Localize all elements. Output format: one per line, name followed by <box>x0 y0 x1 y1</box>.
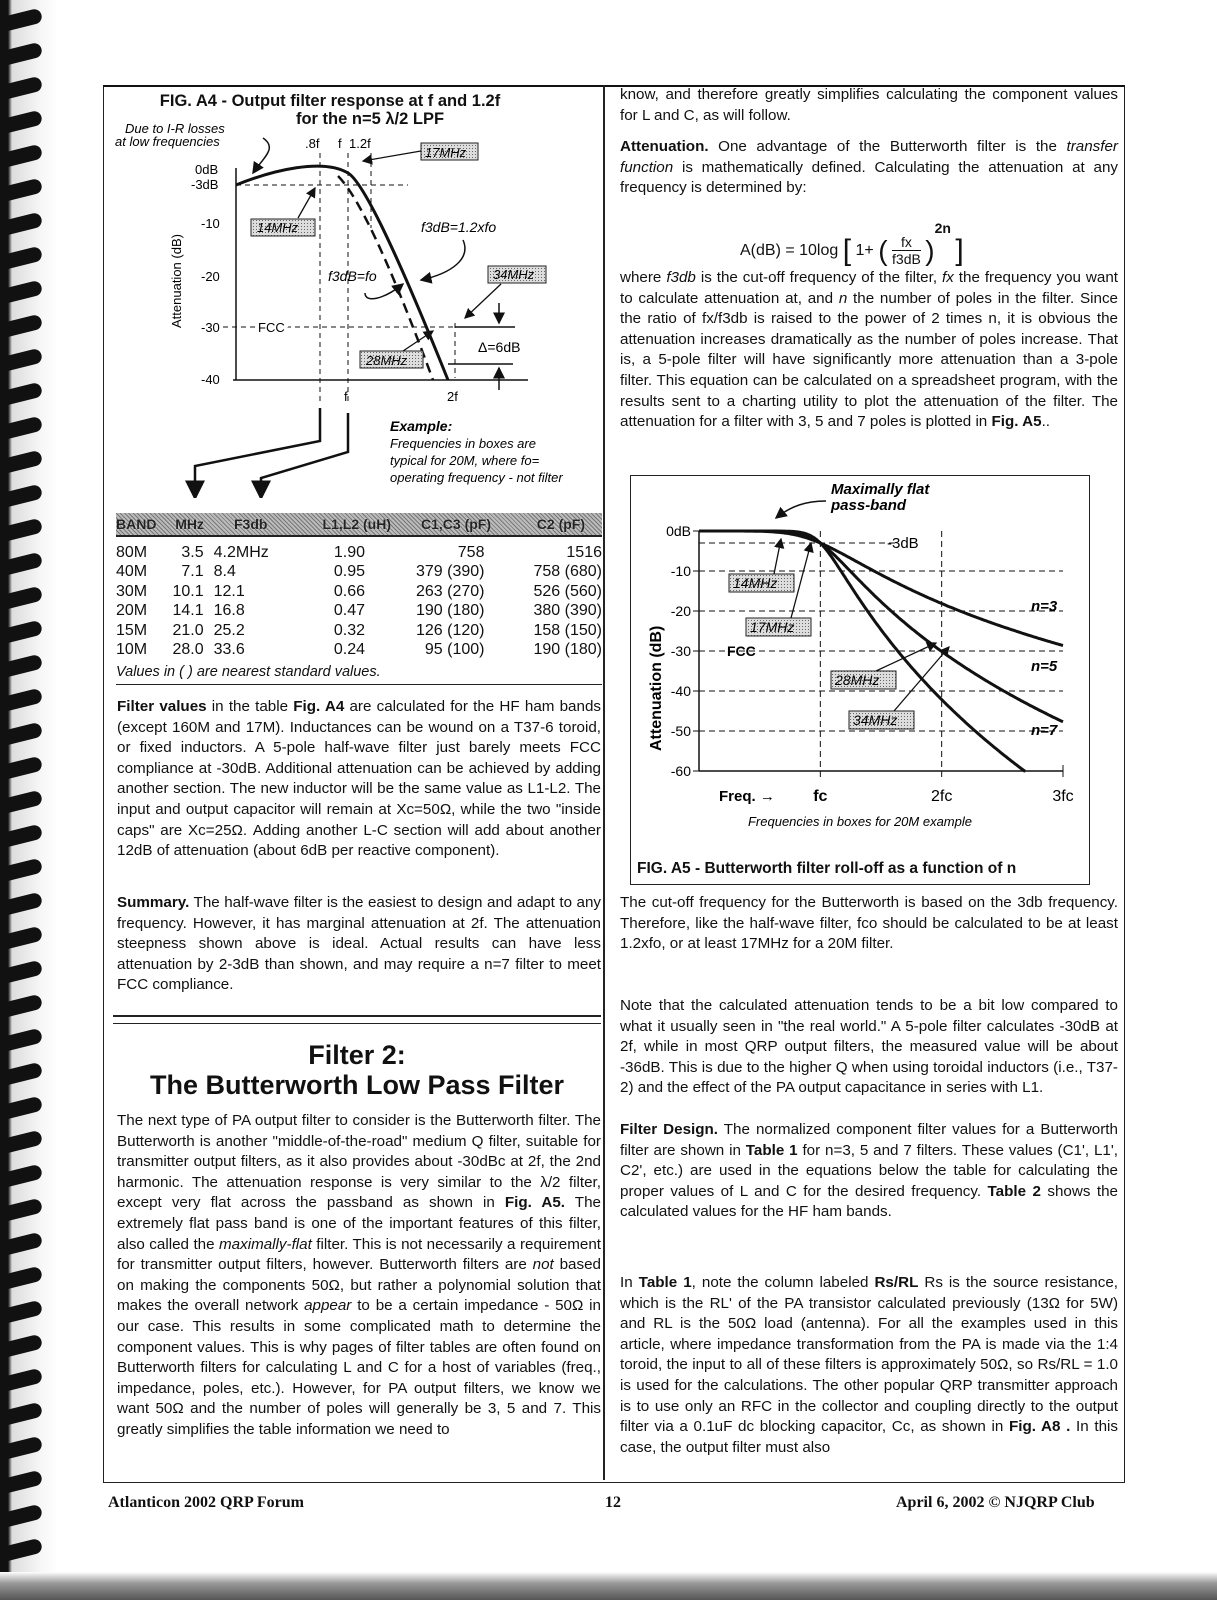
cutoff-paragraph <box>620 893 1118 955</box>
transfer-function-term: transfer function <box>620 138 1118 176</box>
binding-ring-icon <box>3 348 44 372</box>
formula-one: 1+ <box>855 241 874 259</box>
filter-design-paragraph <box>620 1120 1118 1223</box>
table-cell: 20M <box>116 602 148 620</box>
xtick-label: fc <box>813 788 828 805</box>
binding-ring-icon <box>3 450 44 474</box>
text: .. <box>1041 413 1051 431</box>
text: the number of poles in the filter. Since the ratio of fx/f3db is raised to the power of 2 times n, it is obvious the attenuation increases dramatically as the number of poles increase. That is, a 5-pole filter will have significantly more attenuation than a 3-pole filter. This equation can be calculated on a spreadsheet program, with the results sent to a charting utility to plot the attenuation of the filter. The attenuation for a filter with 3, 5 and 7 poles is plotted in <box>620 289 1118 431</box>
fig-a5-caption: FIG. A5 - Butterworth filter roll-off as a function of n <box>637 860 1017 877</box>
table-cell: 0.32 <box>333 621 365 639</box>
text: to be a certain impedance - 50Ω in our case. This results in some complicated math to determine the component values. This is why pages of filter tables are often found on Butterworth filters for calculating L and C for a host of variables (freq., impedance, poles, etc.). However, for PA output filters, we know we want 50Ω and the number of poles will generally be 3, 5 and 7. This greatly simplifies the table information we need to <box>117 1297 601 1438</box>
binding-ring-icon <box>3 178 44 202</box>
binding-ring-icon <box>3 824 44 848</box>
th-l1l2: L1,L2 (uH) <box>322 516 391 532</box>
binding-ring-icon <box>3 314 44 338</box>
table1-ref: Table 1 <box>638 1274 692 1291</box>
th-c1c3: C1,C3 (pF) <box>421 516 491 532</box>
ytick-20: -20 <box>201 269 220 284</box>
binding-ring-icon <box>3 620 44 644</box>
binding-ring-icon <box>3 1504 44 1528</box>
table-row <box>116 641 602 661</box>
binding-ring-icon <box>3 1266 44 1290</box>
freq-box-label: 17MHz <box>750 619 795 635</box>
table-cell: 380 (390) <box>533 602 602 620</box>
ytick-0db: 0dB <box>195 162 219 177</box>
text: in the table <box>206 698 294 715</box>
formula-exponent: 2n <box>934 220 951 236</box>
y-axis-label: Attenuation (dB) <box>169 234 184 328</box>
var-n: n <box>838 289 848 307</box>
binding-ring-icon <box>3 110 44 134</box>
binding-ring-icon <box>3 76 44 100</box>
annotation-losses-1: Due to I-R losses <box>125 121 225 136</box>
fig-a4-ref: Fig. A4 <box>293 698 345 715</box>
losses-arrow <box>253 138 269 173</box>
text: is mathematically defined. Calculating the attenuation at any frequency is determined by: <box>620 158 1118 197</box>
text: for n=3, 5 and 7 filters. These values (C1', L1', C2', etc.) are used in the equations below the table for calculating the proper values of L and C for the desired frequency. <box>620 1141 1118 1200</box>
table-cell: 33.6 <box>213 641 245 659</box>
text: are calculated for the HF ham bands (except 160M and 17M). Inductances can be wound on a T37-6 toroid, or fixed inductors. A 5-pole half-wave filter just barely meets FCC compliance at -30dB. Additional attenuation can be achieved by adding another section. The new inductor will be the same value as L1-L2. The input and output capacitor will remain at Xc=50Ω, while the two "inside caps" are Xc=25Ω. Adding another L-C section will add about another 12dB of attenuation (about 6dB per reactive component). <box>117 698 601 860</box>
binding-ring-icon <box>3 756 44 780</box>
binding-ring-icon <box>3 1198 44 1222</box>
summary-paragraph <box>117 893 601 996</box>
marker-08f: .8f <box>305 136 320 151</box>
table-cell: 0.24 <box>333 641 365 659</box>
arrow-f3db-fo <box>365 284 403 299</box>
binding-ring-icon <box>3 722 44 746</box>
binding-ring-icon <box>3 518 44 542</box>
label-f3db-12fo: f3dB=1.2xfo <box>421 219 497 235</box>
section-rule <box>113 1015 601 1024</box>
table-cell: 526 (560) <box>533 582 602 600</box>
table-cell: 0.47 <box>333 602 365 620</box>
binding-ring-icon <box>3 1436 44 1460</box>
filter-values-table <box>116 513 602 685</box>
table-note: Values in ( ) are nearest standard values. <box>116 664 602 685</box>
th-band: BAND <box>116 516 157 532</box>
annotation-maximally-flat: Maximally flat <box>831 481 930 498</box>
table-cell: 3.5 <box>181 543 204 561</box>
fig-a5 <box>630 475 1090 885</box>
filter-design-lead: Filter Design. <box>620 1121 719 1138</box>
emphasis-appear: appear <box>304 1297 352 1315</box>
text: Rs is the source resistance, which is the RL' of the PA transistor calculated previously (13Ω for 5W) and RL is the 50Ω load (antenna). For all the examples used in this article, where impedance transformation from the PA is made via the 1:4 toroid, the input to all of these filters is approximately 50Ω, so Rs/RL = 1.0 is used for the calculations. The other popular QRP transmitter approach is to use only an RFC in the collector and coupling directly to the output filter via a 0.1uF dc blocking capacitor, Cc, as shown in <box>620 1274 1118 1436</box>
var-f3db: f3db <box>666 269 696 286</box>
table-cell: 30M <box>116 582 148 600</box>
annotation-losses-2: at low frequencies <box>115 134 220 149</box>
binding-ring-icon <box>3 586 44 610</box>
table-cell: 21.0 <box>172 621 204 639</box>
continuation-text: know, and therefore greatly simplifies calculating the component values for L and C, as will follow. <box>620 86 1118 124</box>
example-text-1: Frequencies in boxes are <box>390 436 536 451</box>
page-number: 12 <box>605 1494 621 1511</box>
binding-ring-icon <box>3 858 44 882</box>
fig-a8-ref: Fig. A8 . <box>1008 1418 1071 1436</box>
example-text-2: typical for 20M, where fo= <box>390 453 540 468</box>
table-row <box>116 582 602 602</box>
table-cell: 0.95 <box>333 563 365 581</box>
attenuation-formula <box>740 220 964 268</box>
table-cell: 379 (390) <box>415 563 485 581</box>
th-mhz: MHz <box>175 516 204 532</box>
paren-close: ) <box>925 234 935 266</box>
footer-left: Atlanticon 2002 QRP Forum <box>108 1494 304 1511</box>
maximally-flat-term: maximally-flat <box>219 1235 312 1253</box>
ytick-40: -40 <box>201 372 220 387</box>
continuation-paragraph <box>620 85 1118 126</box>
formula-lhs: A(dB) = 10log <box>740 241 839 259</box>
table1-ref: Table 1 <box>745 1141 798 1159</box>
table-row <box>116 563 602 583</box>
ytick-label: -20 <box>670 603 691 619</box>
formula-numerator: fx <box>892 234 921 251</box>
annotation-3db: -3dB <box>887 535 919 552</box>
page-edge-shadow <box>0 1572 1217 1600</box>
note-text: Note that the calculated attenuation tends to be a bit low compared to what it usually seen in "the real world." A 5-pole filter calculates -30dB at 2f, while in most QRP output filters, the measured value will be about -36dB. This is due to the higher Q when using toroidal inductors (i.e., T37-2) and the effect of the PA output capacitance in series with L1. <box>620 997 1118 1097</box>
table-cell: 8.4 <box>213 563 236 581</box>
binding-ring-icon <box>3 144 44 168</box>
table-cell: 758 (680) <box>533 563 602 581</box>
annotation-pass-band: pass-band <box>831 497 907 514</box>
binding-ring-icon <box>3 1470 44 1494</box>
filter-values-lead: Filter values <box>117 698 207 715</box>
binding-ring-icon <box>3 926 44 950</box>
binding-ring-icon <box>3 1130 44 1154</box>
fig-a5-chart <box>631 476 1089 846</box>
text: the frequency you want to calculate attenuation at, and <box>620 269 1118 307</box>
example-text-3: operating frequency - not filter <box>390 470 563 485</box>
summary-lead: Summary. <box>117 894 190 911</box>
section-heading <box>113 1040 601 1100</box>
spiral-binding <box>0 0 58 1600</box>
y-axis-label: Attenuation (dB) <box>648 625 665 751</box>
table-cell: 15M <box>116 621 148 639</box>
arrow-34mhz <box>465 284 501 318</box>
bracket-close: ] <box>955 233 964 267</box>
table-row <box>116 621 602 641</box>
binding-ring-icon <box>3 416 44 440</box>
table-cell: 12.1 <box>213 582 245 600</box>
delta-label: Δ=6dB <box>478 339 521 355</box>
table-cell: 80M <box>116 543 148 561</box>
xtick-f: f <box>344 389 348 404</box>
table-cell: 28.0 <box>172 641 204 659</box>
annotation-fcc: FCC <box>727 643 756 659</box>
butterworth-intro-paragraph <box>117 1111 601 1441</box>
box-34mhz-label: 34MHz <box>493 267 535 282</box>
text: The normalized component filter values for a Butterworth filter are shown in <box>620 1121 1118 1159</box>
arrow-17mhz <box>363 151 421 161</box>
th-f3db: F3db <box>234 516 268 532</box>
series-label: n=7 <box>1031 722 1058 739</box>
footer-right: April 6, 2002 © NJQRP Club <box>896 1494 1095 1511</box>
formula-fraction <box>892 234 921 267</box>
arrow-14mhz <box>298 188 315 218</box>
binding-ring-icon <box>3 212 44 236</box>
binding-ring-icon <box>3 552 44 576</box>
text: In <box>620 1274 639 1291</box>
text: The half-wave filter is the easiest to design and adapt to any frequency. However, it has marginal attenuation at 2f. The attenuation steepness shown above is ideal. Actual results can have less attenuation by 2-3dB than shown, and may require a n=7 filter to meet FCC compliance. <box>117 894 601 994</box>
table-cell: 16.8 <box>213 602 245 620</box>
fig-a4-chart <box>103 118 603 498</box>
box-28mhz-label: 28MHz <box>366 353 408 368</box>
freq-box-arrow <box>876 643 936 671</box>
table-cell: 158 (150) <box>533 621 602 639</box>
table-cell: 0.66 <box>333 582 365 600</box>
ytick-30: -30 <box>201 320 220 335</box>
text: shows the calculated values for the HF ham bands. <box>620 1182 1118 1221</box>
table-body <box>116 543 602 660</box>
table-cell: 10M <box>116 641 148 659</box>
binding-ring-icon <box>3 892 44 916</box>
binding-ring-icon <box>3 484 44 508</box>
table-cell: 126 (120) <box>415 621 485 639</box>
emphasis-not: not <box>532 1256 554 1274</box>
freq-box-label: 14MHz <box>733 575 778 591</box>
cutoff-text: The cut-off frequency for the Butterworth is based on the 3db frequency. Therefore, like the half-wave filter, fco should be calculated to be at least 1.2xfo, or at least 17MHz for a 20M filter. <box>620 894 1118 953</box>
chart-subtitle: Frequencies in boxes for 20M example <box>747 814 973 829</box>
ytick-3db: -3dB <box>191 177 219 192</box>
binding-ring-icon <box>3 280 44 304</box>
formula-denominator: f3dB <box>892 251 921 268</box>
rs-rl-term: Rs/RL <box>874 1274 919 1291</box>
table-cell: 14.1 <box>172 602 204 620</box>
freq-box-label: 28MHz <box>835 672 880 688</box>
table-cell: 10.1 <box>172 582 204 600</box>
binding-ring-icon <box>3 1062 44 1086</box>
attenuation-lead: Attenuation. <box>620 138 709 155</box>
fcc-label: FCC <box>258 320 285 335</box>
series-label: n=5 <box>1031 658 1058 675</box>
fig-a4-title-line1: FIG. A4 - Output filter response at f and 1.2f <box>159 92 501 110</box>
table-row <box>116 602 602 622</box>
binding-ring-icon <box>3 382 44 406</box>
box-14mhz-label: 14MHz <box>257 220 299 235</box>
table-cell: 95 (100) <box>424 641 485 659</box>
passband-arrow <box>776 501 826 518</box>
fig-a4-title-line2: for the n=5 λ/2 LPF <box>295 110 445 128</box>
pointer-to-f3db <box>261 413 348 498</box>
binding-ring-icon <box>3 1164 44 1188</box>
binding-ring-icon <box>3 790 44 814</box>
binding-ring-icon <box>3 1538 44 1562</box>
table2-ref: Table 2 <box>987 1182 1041 1200</box>
table-cell: 25.2 <box>213 621 245 639</box>
table-cell: 4.2MHz <box>213 543 269 561</box>
box-17mhz-label: 17MHz <box>425 145 467 160</box>
binding-ring-icon <box>3 654 44 678</box>
example-title: Example: <box>390 418 453 434</box>
fig-a5-ref: Fig. A5. <box>504 1194 565 1212</box>
binding-ring-icon <box>3 1028 44 1052</box>
ytick-label: -40 <box>670 683 691 699</box>
label-f3db-fo: f3dB=fo <box>328 268 377 284</box>
series-label: n=3 <box>1031 598 1058 615</box>
table-header <box>116 513 602 537</box>
xtick-2f: 2f <box>447 389 458 404</box>
text: The extremely flat pass band is one of the important features of this filter, also called the <box>117 1194 601 1253</box>
text: , note the column labeled <box>691 1274 875 1291</box>
text: In this case, the output filter must also <box>620 1418 1118 1456</box>
ytick-label: -30 <box>670 643 691 659</box>
fig-a5-ref: Fig. A5 <box>991 413 1042 431</box>
table-cell: 1516 <box>566 543 602 561</box>
table-cell: 1.90 <box>333 543 365 561</box>
arrow-f3db-12fo <box>421 240 465 280</box>
ytick-label: 0dB <box>666 523 691 539</box>
freq-box-label: 34MHz <box>853 712 898 728</box>
var-fx: fx <box>942 269 954 286</box>
attenuation-paragraph <box>620 137 1118 199</box>
table-cell: 758 <box>457 543 485 561</box>
table-cell: 7.1 <box>181 563 204 581</box>
ytick-label: -50 <box>670 723 691 739</box>
pointer-to-mhz <box>195 408 320 498</box>
table-cell: 190 (180) <box>415 602 485 620</box>
table1-paragraph <box>620 1273 1118 1458</box>
where-paragraph <box>620 268 1118 433</box>
binding-ring-icon <box>3 960 44 984</box>
heading-line2: The Butterworth Low Pass Filter <box>149 1070 565 1100</box>
bracket-open: [ <box>842 233 852 267</box>
text: where <box>620 269 667 286</box>
x-axis-label: Freq. → <box>719 788 775 805</box>
binding-ring-icon <box>3 246 44 270</box>
text: based on making the components 50Ω, but rather a polynomial solution that makes the overall network <box>117 1256 601 1315</box>
binding-ring-icon <box>3 994 44 1018</box>
heading-line1: Filter 2: <box>308 1040 406 1070</box>
binding-ring-icon <box>3 688 44 712</box>
filter-values-paragraph <box>117 697 601 862</box>
arrow-28mhz <box>403 331 433 351</box>
xtick-label: 3fc <box>1052 788 1074 805</box>
xtick-label: 2fc <box>930 788 953 805</box>
table-cell: 263 (270) <box>415 582 485 600</box>
binding-ring-icon <box>3 1300 44 1324</box>
table-row <box>116 543 602 563</box>
table-cell: 190 (180) <box>533 641 602 659</box>
text: The next type of PA output filter to consider is the Butterworth filter. The Butterworth is another "middle-of-the-road" medium Q filter, suitable for transmitter output filters, as it also provides about -30dBc at 2f, the 2nd harmonic. The attenuation response is very similar to the λ/2 filter, except very flat across the passband as shown in <box>117 1112 601 1212</box>
note-paragraph <box>620 996 1118 1099</box>
text: filter. This is not necessarily a requirement for transmitter output filters, however. Butterworth filters are <box>117 1235 601 1274</box>
column-divider <box>603 85 605 1480</box>
text: One advantage of the Butterworth filter is the <box>708 138 1067 155</box>
ytick-label: -10 <box>670 563 691 579</box>
binding-ring-icon <box>3 1368 44 1392</box>
marker-f: f <box>338 136 342 151</box>
binding-ring-icon <box>3 8 44 32</box>
paren-open: ( <box>878 234 888 266</box>
binding-ring-icon <box>3 1334 44 1358</box>
th-c2: C2 (pF) <box>536 516 585 532</box>
binding-ring-icon <box>3 42 44 66</box>
binding-ring-icon <box>3 1402 44 1426</box>
table-cell: 40M <box>116 563 148 581</box>
ytick-10: -10 <box>201 216 220 231</box>
ytick-label: -60 <box>670 763 691 779</box>
binding-ring-icon <box>3 1096 44 1120</box>
binding-ring-icon <box>3 1232 44 1256</box>
text: is the cut-off frequency of the filter, <box>695 269 942 286</box>
marker-12f: 1.2f <box>349 136 371 151</box>
freq-box-arrow <box>774 539 781 574</box>
